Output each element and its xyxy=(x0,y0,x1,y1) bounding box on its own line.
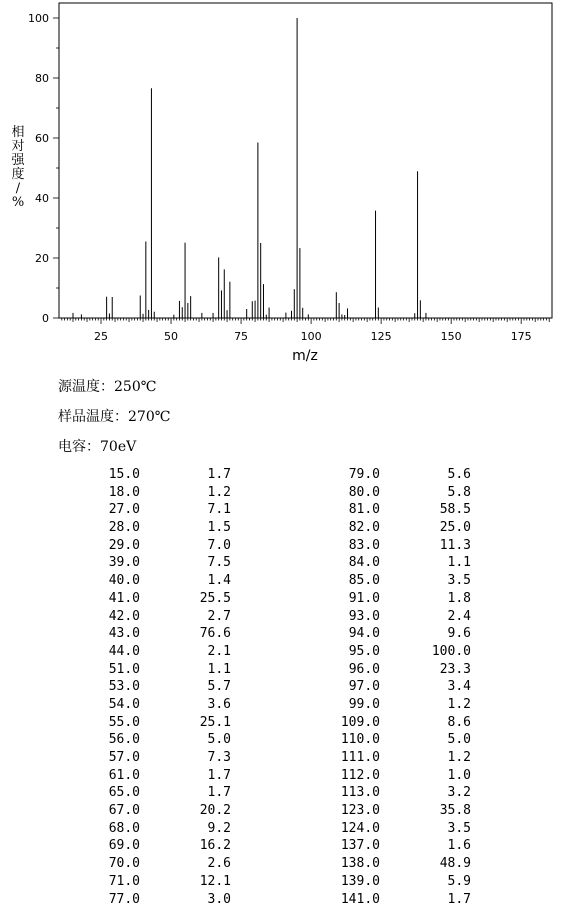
table-row xyxy=(0,784,570,802)
y-tick-label: 80 xyxy=(35,72,49,85)
table-cell-mz-right: 81.0 xyxy=(310,501,380,519)
y-axis xyxy=(28,12,59,325)
table-cell-mz-left: 29.0 xyxy=(70,537,140,555)
table-cell-intensity-right: 1.2 xyxy=(401,749,471,767)
table-cell-mz-left: 39.0 xyxy=(70,554,140,572)
table-cell-intensity-right: 1.0 xyxy=(401,767,471,785)
y-tick-label: 40 xyxy=(35,192,49,205)
table-cell-intensity-left: 12.1 xyxy=(161,873,231,891)
table-cell-mz-right: 94.0 xyxy=(310,625,380,643)
table-cell-mz-left: 54.0 xyxy=(70,696,140,714)
table-cell-mz-right: 110.0 xyxy=(310,731,380,749)
table-cell-mz-left: 69.0 xyxy=(70,837,140,855)
table-row xyxy=(0,731,570,749)
table-cell-intensity-left: 25.5 xyxy=(161,590,231,608)
table-cell-mz-right: 82.0 xyxy=(310,519,380,537)
table-cell-mz-right: 111.0 xyxy=(310,749,380,767)
table-cell-intensity-left: 1.2 xyxy=(161,484,231,502)
table-row xyxy=(0,891,570,908)
table-cell-mz-right: 84.0 xyxy=(310,554,380,572)
table-cell-intensity-right: 3.5 xyxy=(401,572,471,590)
table-cell-intensity-right: 48.9 xyxy=(401,855,471,873)
table-cell-intensity-left: 3.0 xyxy=(161,891,231,908)
x-tick-label: 100 xyxy=(301,330,322,343)
table-cell-intensity-left: 1.4 xyxy=(161,572,231,590)
table-cell-mz-left: 68.0 xyxy=(70,820,140,838)
table-cell-mz-left: 56.0 xyxy=(70,731,140,749)
table-row xyxy=(0,501,570,519)
peak-table xyxy=(0,466,570,908)
table-row xyxy=(0,696,570,714)
table-cell-intensity-left: 7.1 xyxy=(161,501,231,519)
table-cell-mz-left: 40.0 xyxy=(70,572,140,590)
table-cell-intensity-left: 2.6 xyxy=(161,855,231,873)
table-cell-mz-left: 27.0 xyxy=(70,501,140,519)
table-cell-intensity-right: 1.7 xyxy=(401,891,471,908)
table-cell-mz-right: 85.0 xyxy=(310,572,380,590)
table-cell-intensity-left: 76.6 xyxy=(161,625,231,643)
table-cell-mz-right: 97.0 xyxy=(310,678,380,696)
table-cell-intensity-left: 3.6 xyxy=(161,696,231,714)
source-temperature: 源温度：250℃ xyxy=(58,376,156,396)
table-cell-intensity-right: 1.6 xyxy=(401,837,471,855)
table-cell-mz-left: 55.0 xyxy=(70,714,140,732)
y-tick-label: 60 xyxy=(35,132,49,145)
table-row xyxy=(0,554,570,572)
table-cell-mz-right: 91.0 xyxy=(310,590,380,608)
x-tick-label: 150 xyxy=(441,330,462,343)
table-cell-mz-right: 96.0 xyxy=(310,661,380,679)
table-cell-intensity-left: 16.2 xyxy=(161,837,231,855)
ionization-energy: 电容：70eV xyxy=(58,436,136,456)
y-tick-label: 0 xyxy=(42,312,49,325)
x-tick-label: 175 xyxy=(511,330,532,343)
table-row xyxy=(0,643,570,661)
table-cell-mz-left: 67.0 xyxy=(70,802,140,820)
table-row xyxy=(0,537,570,555)
table-cell-intensity-right: 35.8 xyxy=(401,802,471,820)
table-row xyxy=(0,466,570,484)
table-cell-intensity-right: 23.3 xyxy=(401,661,471,679)
table-cell-intensity-left: 2.1 xyxy=(161,643,231,661)
table-cell-intensity-right: 100.0 xyxy=(401,643,471,661)
table-cell-mz-left: 44.0 xyxy=(70,643,140,661)
table-cell-intensity-right: 5.0 xyxy=(401,731,471,749)
table-cell-mz-left: 70.0 xyxy=(70,855,140,873)
plot-frame xyxy=(59,3,552,318)
table-cell-mz-left: 77.0 xyxy=(70,891,140,908)
table-row xyxy=(0,855,570,873)
table-row xyxy=(0,820,570,838)
table-row xyxy=(0,608,570,626)
table-cell-intensity-left: 25.1 xyxy=(161,714,231,732)
table-cell-mz-right: 123.0 xyxy=(310,802,380,820)
table-cell-intensity-left: 1.1 xyxy=(161,661,231,679)
y-tick-label: 20 xyxy=(35,252,49,265)
table-cell-mz-right: 141.0 xyxy=(310,891,380,908)
table-cell-intensity-right: 11.3 xyxy=(401,537,471,555)
table-cell-intensity-right: 58.5 xyxy=(401,501,471,519)
table-row xyxy=(0,572,570,590)
table-row xyxy=(0,590,570,608)
table-cell-mz-left: 15.0 xyxy=(70,466,140,484)
table-cell-mz-left: 43.0 xyxy=(70,625,140,643)
table-cell-mz-left: 18.0 xyxy=(70,484,140,502)
table-row xyxy=(0,714,570,732)
table-cell-intensity-left: 1.5 xyxy=(161,519,231,537)
table-cell-intensity-right: 2.4 xyxy=(401,608,471,626)
table-cell-intensity-left: 7.0 xyxy=(161,537,231,555)
table-row xyxy=(0,678,570,696)
table-cell-intensity-left: 20.2 xyxy=(161,802,231,820)
table-row xyxy=(0,519,570,537)
table-cell-mz-right: 95.0 xyxy=(310,643,380,661)
table-cell-mz-left: 41.0 xyxy=(70,590,140,608)
table-row xyxy=(0,873,570,891)
table-cell-intensity-right: 1.8 xyxy=(401,590,471,608)
x-tick-label: 25 xyxy=(94,330,108,343)
x-tick-label: 50 xyxy=(164,330,178,343)
table-cell-intensity-left: 1.7 xyxy=(161,767,231,785)
table-cell-mz-right: 93.0 xyxy=(310,608,380,626)
table-cell-intensity-right: 3.2 xyxy=(401,784,471,802)
table-cell-intensity-left: 7.5 xyxy=(161,554,231,572)
spectrum-bars xyxy=(73,18,426,318)
table-cell-intensity-left: 5.0 xyxy=(161,731,231,749)
table-cell-mz-left: 28.0 xyxy=(70,519,140,537)
table-cell-intensity-left: 1.7 xyxy=(161,466,231,484)
table-row xyxy=(0,484,570,502)
table-cell-intensity-right: 5.8 xyxy=(401,484,471,502)
table-cell-mz-right: 138.0 xyxy=(310,855,380,873)
table-row xyxy=(0,661,570,679)
table-row xyxy=(0,767,570,785)
table-cell-mz-right: 79.0 xyxy=(310,466,380,484)
table-cell-intensity-right: 5.9 xyxy=(401,873,471,891)
table-cell-mz-right: 83.0 xyxy=(310,537,380,555)
table-cell-intensity-left: 1.7 xyxy=(161,784,231,802)
x-axis xyxy=(62,318,549,343)
table-cell-intensity-right: 9.6 xyxy=(401,625,471,643)
table-cell-intensity-left: 5.7 xyxy=(161,678,231,696)
table-cell-intensity-left: 9.2 xyxy=(161,820,231,838)
table-row xyxy=(0,749,570,767)
table-row xyxy=(0,837,570,855)
x-tick-label: 125 xyxy=(371,330,392,343)
table-cell-intensity-right: 1.1 xyxy=(401,554,471,572)
table-row xyxy=(0,625,570,643)
table-cell-mz-right: 137.0 xyxy=(310,837,380,855)
y-axis-label: 相对强度/ % xyxy=(11,124,25,210)
table-cell-mz-left: 42.0 xyxy=(70,608,140,626)
table-cell-mz-left: 61.0 xyxy=(70,767,140,785)
table-cell-intensity-left: 7.3 xyxy=(161,749,231,767)
table-cell-mz-right: 113.0 xyxy=(310,784,380,802)
table-row xyxy=(0,802,570,820)
x-tick-label: 75 xyxy=(234,330,248,343)
mass-spectrum-chart xyxy=(0,0,570,370)
table-cell-mz-right: 139.0 xyxy=(310,873,380,891)
table-cell-intensity-right: 3.5 xyxy=(401,820,471,838)
table-cell-mz-right: 124.0 xyxy=(310,820,380,838)
table-cell-intensity-right: 1.2 xyxy=(401,696,471,714)
table-cell-intensity-right: 25.0 xyxy=(401,519,471,537)
table-cell-mz-right: 80.0 xyxy=(310,484,380,502)
table-cell-mz-right: 112.0 xyxy=(310,767,380,785)
table-cell-mz-right: 109.0 xyxy=(310,714,380,732)
sample-temperature: 样品温度：270℃ xyxy=(58,406,170,426)
table-cell-mz-left: 57.0 xyxy=(70,749,140,767)
x-axis-label: m/z xyxy=(292,348,318,364)
table-cell-intensity-right: 3.4 xyxy=(401,678,471,696)
table-cell-mz-left: 71.0 xyxy=(70,873,140,891)
table-cell-mz-right: 99.0 xyxy=(310,696,380,714)
table-cell-mz-left: 53.0 xyxy=(70,678,140,696)
table-cell-mz-left: 65.0 xyxy=(70,784,140,802)
table-cell-intensity-left: 2.7 xyxy=(161,608,231,626)
table-cell-intensity-right: 5.6 xyxy=(401,466,471,484)
table-cell-mz-left: 51.0 xyxy=(70,661,140,679)
y-tick-label: 100 xyxy=(28,12,49,25)
table-cell-intensity-right: 8.6 xyxy=(401,714,471,732)
